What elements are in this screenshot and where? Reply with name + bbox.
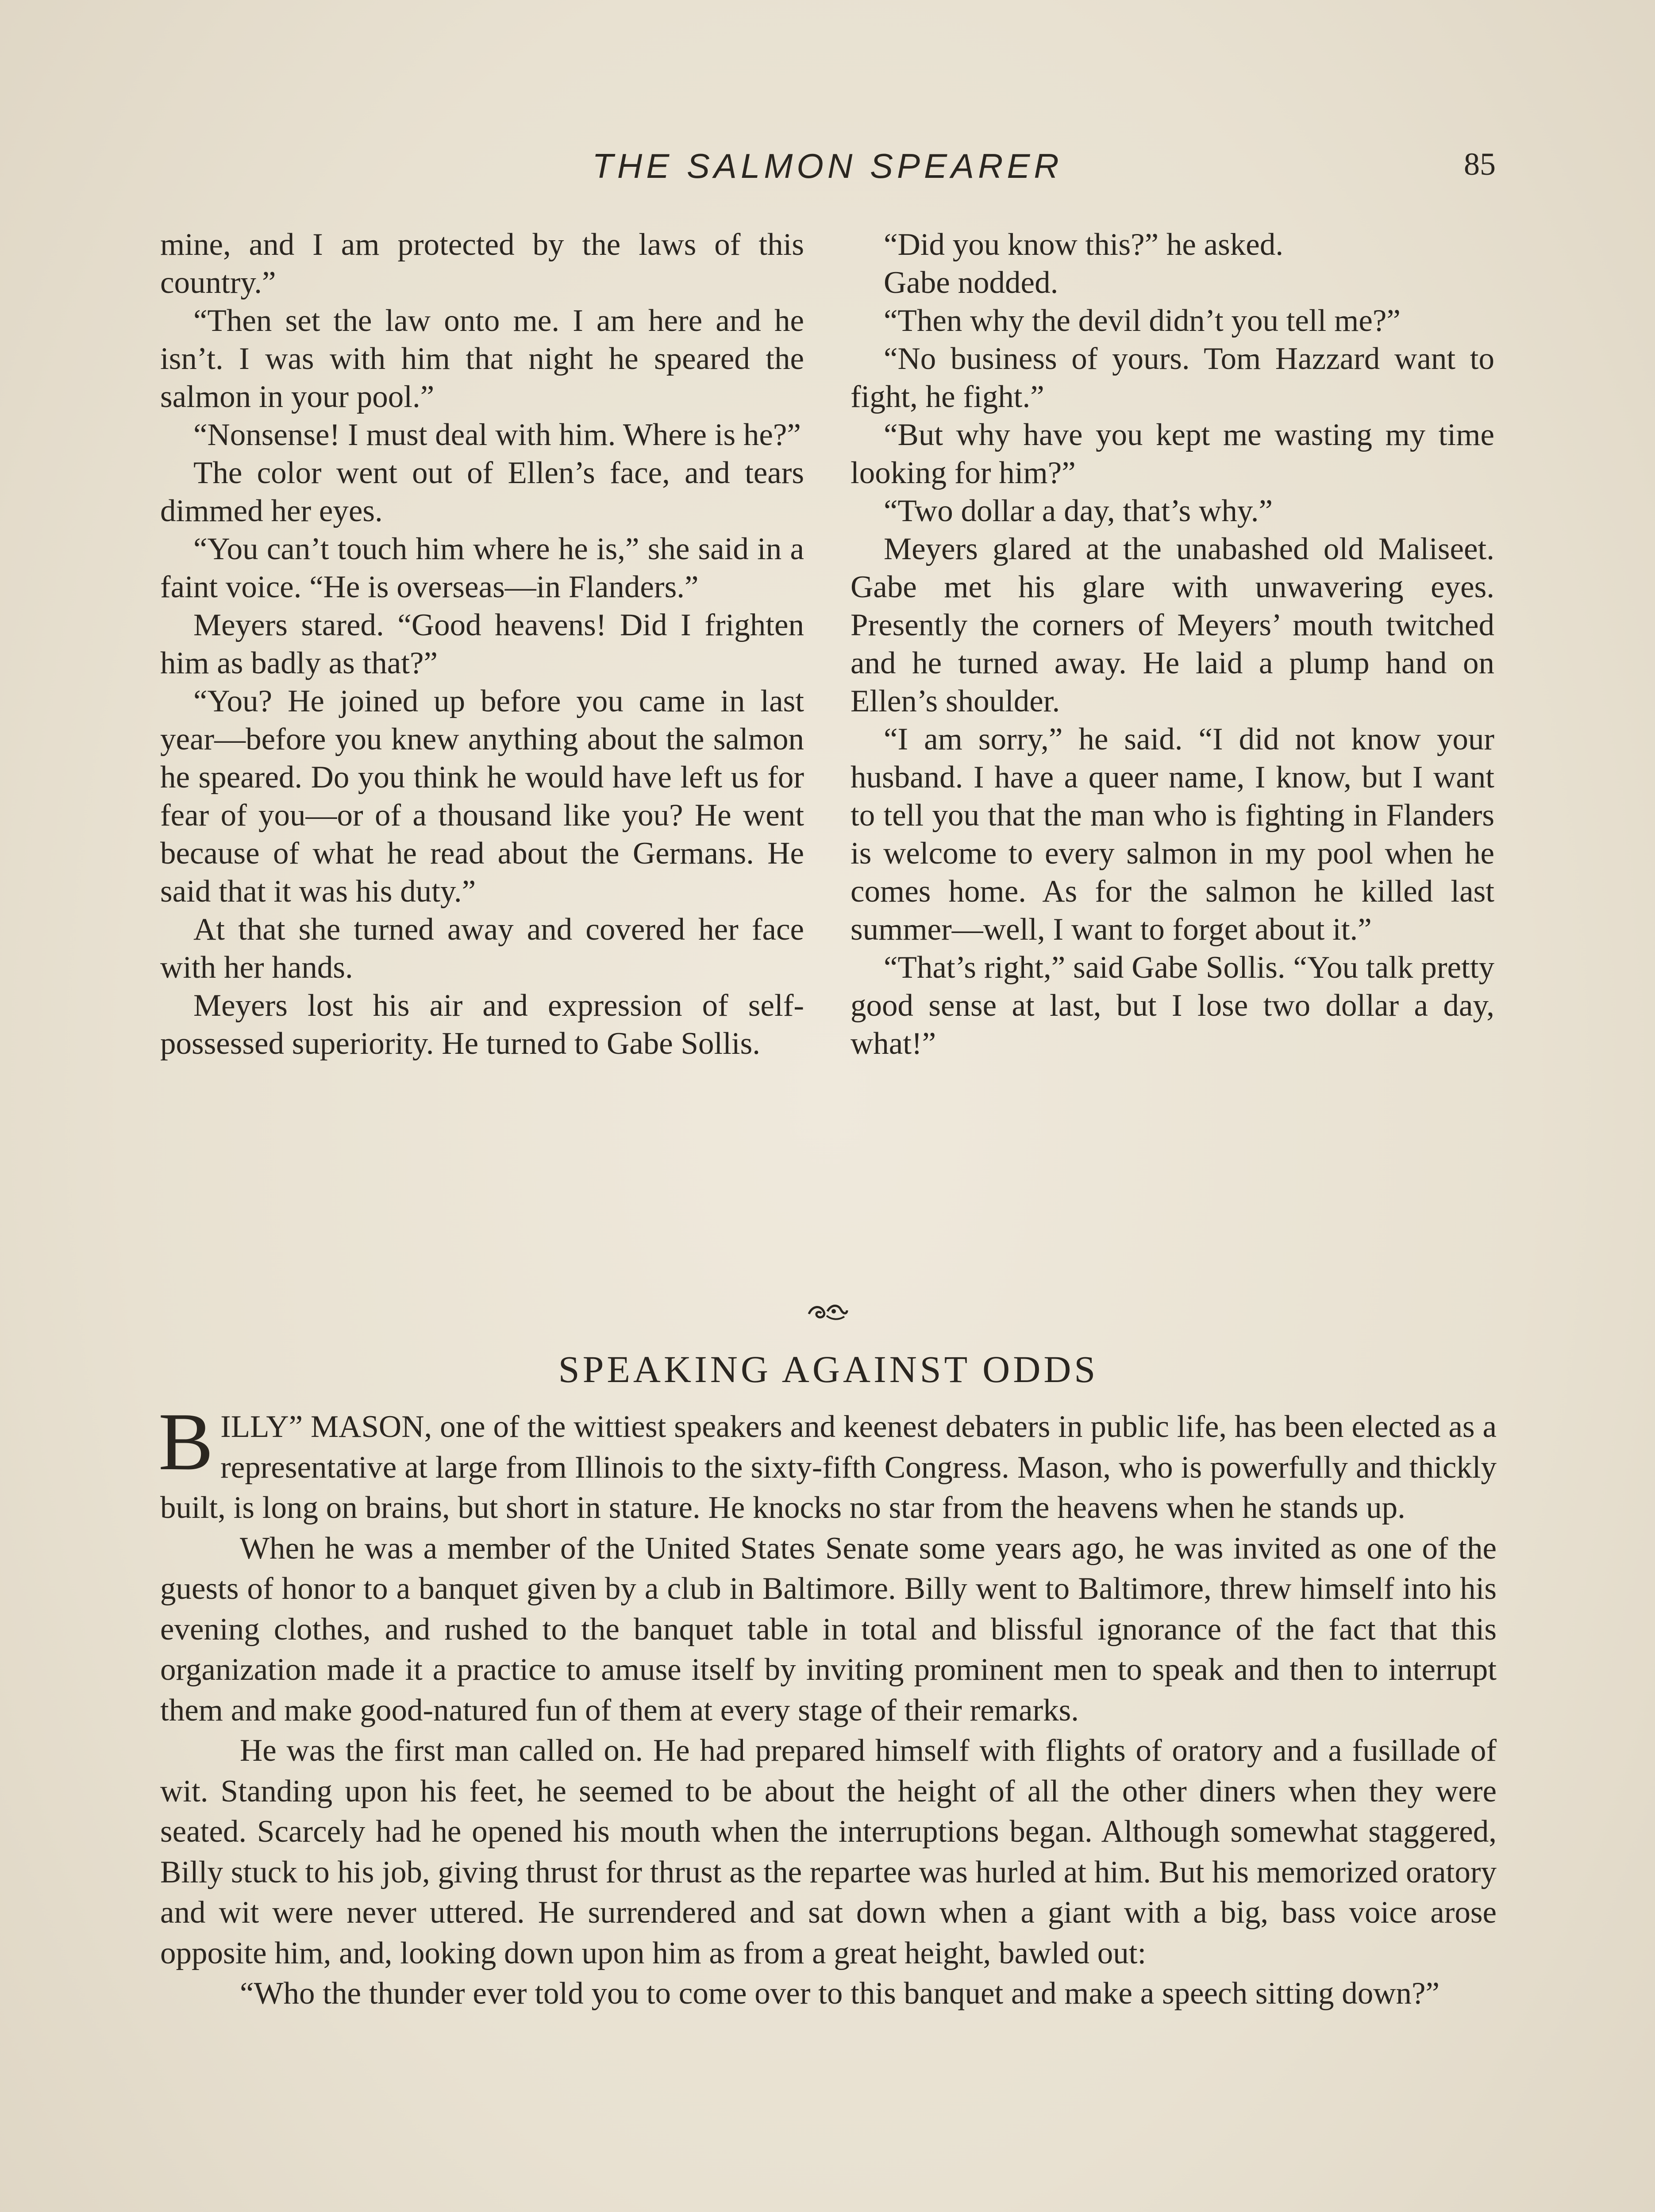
- paragraph: “You can’t touch him where he is,” she said in a faint voice. “He is overseas—in Flanders.”: [160, 532, 804, 604]
- paragraph: “Two dollar a day, that’s why.”: [884, 494, 1273, 528]
- paragraph: At that she turned away and covered her face with her hands.: [160, 912, 804, 985]
- paragraph: He was the first man called on. He had prepared himself with flights of oratory and a fusillade of wit. Standing upon his feet, he seemed to be about the height of all the other diners when they were seated. Scarcely had he opened his mouth when the interruptions began. Although somewhat staggered, Billy stuck to his job, giving thrust for thrust as the repartee was hurled at him. But his memorized oratory and wit were never uttered. He surrendered and sat down when a giant with a big, bass voice arose opposite him, and, looking down upon him as from a great height, bawled out:: [160, 1733, 1497, 1970]
- ornament-divider-icon: [806, 1301, 849, 1323]
- paragraph: Meyers lost his air and expression of self-possessed superiority. He turned to Gabe Sollis.: [160, 988, 804, 1061]
- right-column: [851, 226, 1494, 1063]
- paragraph: “I am sorry,” he said. “I did not know your husband. I have a queer name, I know, but I want to tell you that the man who is fighting in Flanders is welcome to every salmon in my pool when he comes home. As for the salmon he killed last summer—well, I want to forget about it.”: [851, 722, 1494, 947]
- paragraph: Meyers glared at the unabashed old Maliseet. Gabe met his glare with unwavering eyes. Presently the corners of Meyers’ mouth twitched and he turned away. He laid a plump hand on Ellen’s shoulder.: [851, 532, 1494, 718]
- paragraph: Meyers stared. “Good heavens! Did I frighten him as badly as that?”: [160, 608, 804, 680]
- paragraph: “Who the thunder ever told you to come over to this banquet and make a speech sitting down?”: [240, 1976, 1440, 2011]
- paragraph-text: ILLY” MASON, one of the wittiest speakers and keenest debaters in public life, has been elected as a representative at large from Illinois to the sixty-fifth Congress. Mason, who is powerfully and thickly built, is long on brains, but short in stature. He knocks no star from the heavens when he stands up.: [160, 1409, 1497, 1525]
- running-title: THE SALMON SPEARER: [592, 146, 1063, 185]
- page-number: 85: [1464, 146, 1496, 182]
- article-title: SPEAKING AGAINST ODDS: [558, 1348, 1099, 1390]
- story-columns: [160, 226, 1497, 1287]
- page-header: [159, 146, 1496, 199]
- article-body: [158, 1396, 1497, 2014]
- paragraph: The color went out of Ellen’s face, and tears dimmed her eyes.: [160, 456, 804, 528]
- paragraph: “Nonsense! I must deal with him. Where is he?”: [193, 418, 801, 452]
- paragraph: “You? He joined up before you came in last year—before you knew anything about the salmon he speared. Do you think he would have left us for fear of you—or of a thousand like you? He went because of what he read about the Germans. He said that it was his duty.”: [160, 684, 804, 909]
- paragraph: “Then why the devil didn’t you tell me?”: [884, 303, 1401, 338]
- article-paragraph-first: [158, 1396, 1497, 1528]
- paragraph: When he was a member of the United States Senate some years ago, he was invited as one of the guests of honor to a banquet given by a club in Baltimore. Billy went to Baltimore, threw himself into his evening clothes, and rushed to the banquet table in total and blissful ignorance of the fact that this organization made it a practice to amuse itself by inviting prominent men to speak and then to interrupt them and make good-natured fun of them at every stage of their remarks.: [160, 1531, 1497, 1728]
- left-column: [160, 226, 804, 1063]
- paragraph: mine, and I am protected by the laws of this country.”: [160, 227, 804, 300]
- paragraph: Gabe nodded.: [884, 265, 1058, 300]
- paragraph: “Did you know this?” he asked.: [884, 227, 1284, 262]
- paragraph: “That’s right,” said Gabe Sollis. “You talk pretty good sense at last, but I lose two dollar a day, what!”: [851, 950, 1494, 1061]
- paragraph: “No business of yours. Tom Hazzard want to fight, he fight.”: [851, 342, 1494, 414]
- drop-cap: B: [158, 1396, 214, 1487]
- paragraph: “Then set the law onto me. I am here and he isn’t. I was with him that night he speared the salmon in your pool.”: [160, 303, 804, 414]
- paragraph: “But why have you kept me wasting my time looking for him?”: [851, 418, 1494, 490]
